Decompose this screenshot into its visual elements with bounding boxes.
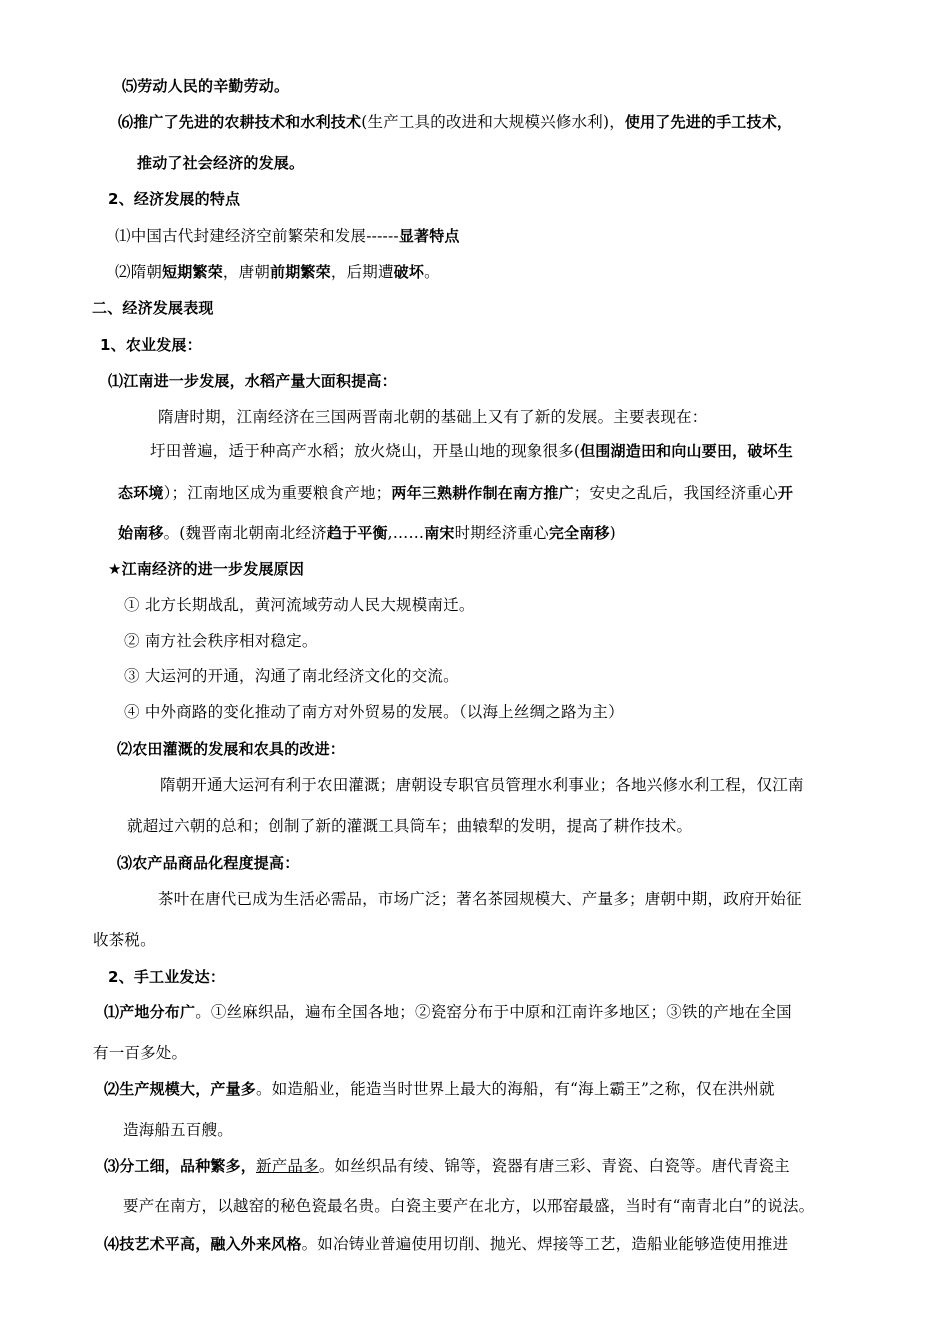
text-span: ⑶分工细，品种繁多， [104, 1157, 257, 1175]
text-span: ⑵农田灌溉的发展和农具的改进： [117, 740, 346, 758]
text-line [115, 261, 440, 283]
text-span: 时期经济重心 [454, 524, 549, 542]
text-span: ⑴中国古代封建经济空前繁荣和发展------ [115, 227, 399, 245]
text-line [150, 440, 793, 462]
text-line [93, 1042, 187, 1064]
text-span: ⑵生产规模大，产量多 [104, 1080, 257, 1098]
text-span: 推动了社会经济的发展。 [137, 154, 305, 172]
text-span: 显著特点 [398, 227, 460, 245]
text-span: 南宋 [424, 524, 455, 542]
text-span: ⑴产地分布广 [104, 1003, 196, 1021]
list-item [124, 665, 459, 687]
text-span: (生产工具的改进和大规模兴修水利)， [361, 113, 625, 131]
text-line [123, 1119, 233, 1141]
text-line [158, 406, 708, 428]
text-line [104, 1233, 788, 1255]
text-span: 有一百多处。 [93, 1044, 188, 1062]
text-span: ④ 中外商路的变化推动了南方对外贸易的发展。（以海上丝绸之路为主） [124, 703, 624, 721]
text-line [137, 152, 304, 174]
text-span: ；安史之乱后，我国经济重心 [573, 484, 778, 502]
text-span: 破坏 [393, 263, 425, 281]
text-span: ⑴江南进一步发展，水稻产量大面积提高： [108, 372, 397, 390]
text-line [118, 522, 616, 544]
text-span: 短期繁荣 [162, 263, 223, 281]
text-span: 。①丝麻织品，遍布全国各地；②瓷窑分布于中原和江南许多地区；③铁的产地在全国 [195, 1003, 792, 1021]
text-line [104, 1001, 792, 1023]
subsection-heading [108, 558, 304, 580]
text-span: 前期繁荣 [270, 263, 331, 281]
text-span: 始南移 [118, 524, 164, 542]
text-span: 1、农业发展： [100, 336, 202, 354]
text-span: 要产在南方，以越窑的秘色瓷最名贵。白瓷主要产在北方，以邢窑最盛，当时有“南青北白”的说法。 [123, 1197, 815, 1215]
section-heading [100, 334, 202, 356]
text-span: 完全南移 [548, 524, 610, 542]
list-item [124, 701, 624, 723]
text-span: ★江南经济的进一步发展原因 [108, 560, 305, 578]
text-span: 。 [424, 263, 440, 281]
text-line [93, 929, 156, 951]
text-line [122, 75, 289, 97]
text-span: ⑷技艺术平高，融入外来风格 [104, 1235, 302, 1253]
text-span: 隋朝开通大运河有利于农田灌溉；唐朝设专职官员管理水利事业；各地兴修水利工程，仅江南 [160, 776, 804, 794]
text-span: ，唐朝 [222, 263, 271, 281]
text-span: 趋于平衡 [326, 524, 388, 542]
text-span: ⑶农产品商品化程度提高： [117, 854, 300, 872]
text-span: 开 [777, 484, 794, 502]
section-heading [92, 297, 214, 319]
text-line [118, 111, 792, 133]
section-heading [108, 188, 240, 210]
text-span: ⑸劳动人民的辛勤劳动。 [122, 77, 290, 95]
text-span: ，后期遭 [330, 263, 394, 281]
text-span: ① 北方长期战乱，黄河流域劳动人民大规模南迁。 [124, 596, 475, 614]
text-span: 态环境 [118, 484, 164, 502]
section-heading [108, 966, 225, 988]
subsection-heading [117, 738, 345, 760]
text-line [127, 815, 692, 837]
text-span: 造海船五百艘。 [123, 1121, 233, 1139]
text-span: 但围湖造田和向山要田，破坏生 [580, 442, 793, 460]
list-item [124, 630, 318, 652]
text-span: ,…… [387, 524, 425, 542]
text-span: 茶叶在唐代已成为生活必需品，市场广泛；著名茶园规模大、产量多；唐朝中期，政府开始征 [158, 890, 802, 908]
text-span: ③ 大运河的开通，沟通了南北经济文化的交流。 [124, 667, 459, 685]
text-line [115, 225, 460, 247]
text-span: 就超过六朝的总和；创制了新的灌溉工具筒车；曲辕犁的发明，提高了耕作技术。 [127, 817, 693, 835]
text-span: 二、经济发展表现 [92, 299, 214, 317]
text-line [118, 482, 793, 504]
text-span: ② 南方社会秩序相对稳定。 [124, 632, 318, 650]
list-item [124, 594, 475, 616]
text-span: ）；江南地区成为重要粮食产地； [163, 484, 392, 502]
text-line [104, 1155, 790, 1177]
text-span: 收茶税。 [93, 931, 156, 949]
text-span: ⑹推广了先进的农耕技术和水利技术 [118, 113, 362, 131]
text-line [158, 888, 802, 910]
text-line [160, 774, 804, 796]
text-span: 。如造船业，能造当时世界上最大的海船，有“海上霸王”之称，仅在洪州就 [256, 1080, 775, 1098]
text-span: ) [609, 524, 616, 542]
text-span: 2、经济发展的特点 [108, 190, 241, 208]
text-span: ⑵隋朝 [115, 263, 163, 281]
text-span: 。如冶铸业普遍使用切削、抛光、焊接等工艺，造船业能够造使用推进 [301, 1235, 789, 1253]
text-span: 两年三熟耕作制在南方推广 [391, 484, 574, 502]
underlined-text: 新产品多 [256, 1157, 319, 1175]
text-line [104, 1078, 775, 1100]
text-span: 。(魏晋南北朝南北经济 [163, 524, 327, 542]
text-line [123, 1195, 814, 1217]
text-span: 隋唐时期，江南经济在三国两晋南北朝的基础上又有了新的发展。主要表现在： [158, 408, 708, 426]
text-span: 2、手工业发达： [108, 968, 226, 986]
subsection-heading [108, 370, 397, 392]
text-span: 。如丝织品有绫、锦等，瓷器有唐三彩、青瓷、白瓷等。唐代青瓷主 [318, 1157, 790, 1175]
text-span: 使用了先进的手工技术， [624, 113, 793, 131]
subsection-heading [117, 852, 299, 874]
text-span: 圩田普遍，适于种高产水稻；放火烧山，开垦山地的现象很多( [150, 442, 581, 460]
